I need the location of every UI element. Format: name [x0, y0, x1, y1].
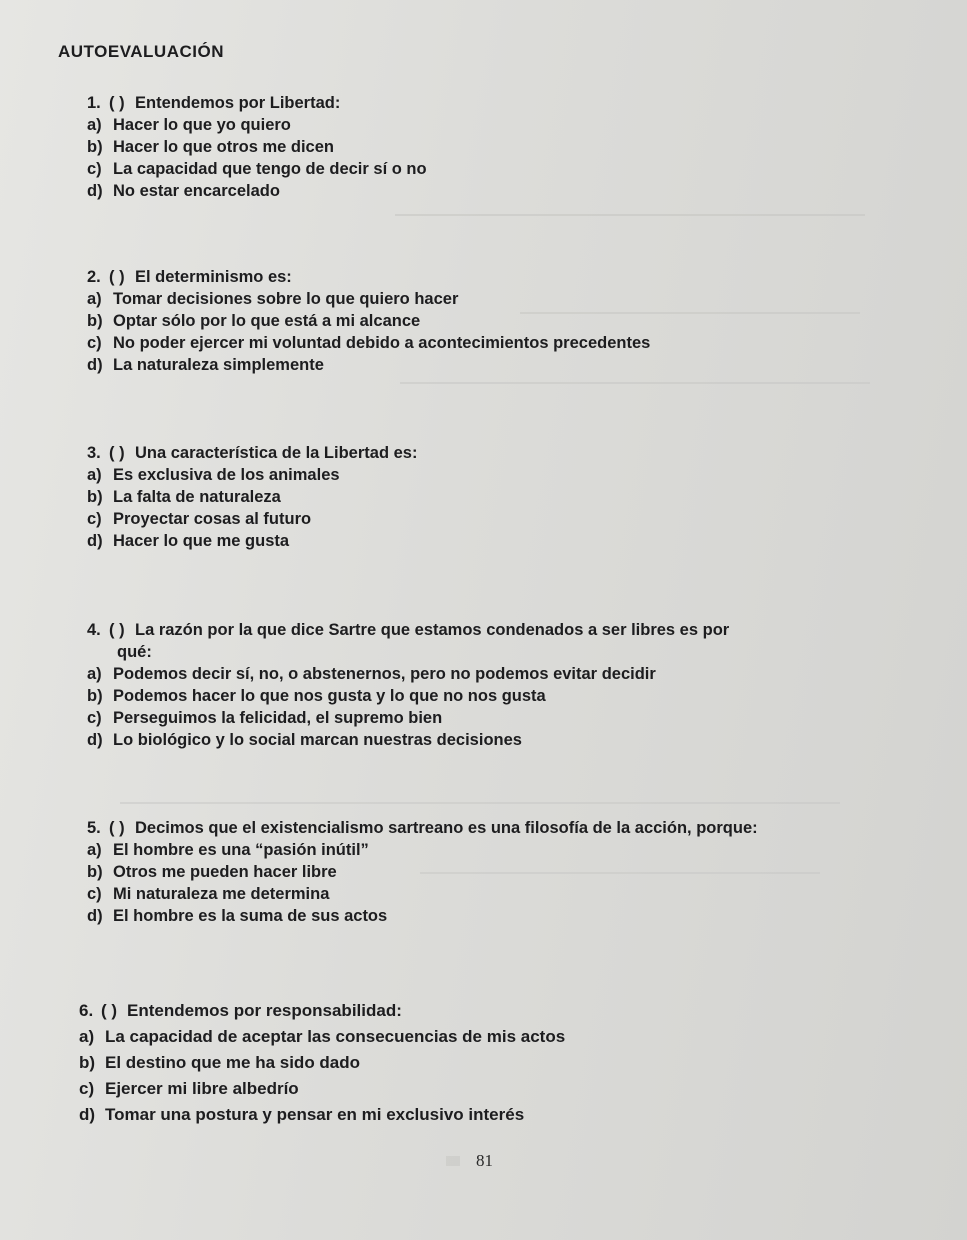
page-mark	[446, 1156, 460, 1166]
option-d: d) No estar encarcelado	[87, 182, 280, 200]
page-title: AUTOEVALUACIÓN	[58, 42, 224, 61]
option-b: b) Optar sólo por lo que está a mi alcance	[87, 312, 421, 330]
option-c: c) Mi naturaleza me determina	[87, 885, 330, 903]
bleed-through-texture	[120, 780, 840, 804]
option-d: d) La naturaleza simplemente	[87, 356, 324, 374]
question-number: 1.	[87, 94, 101, 112]
option-d: d) Hacer lo que me gusta	[87, 532, 290, 550]
option-a: a) Podemos decir sí, no, o abstenernos, pero no podemos evitar decidir	[87, 665, 656, 683]
answer-blank: ( )	[109, 444, 125, 462]
question-1	[87, 92, 427, 202]
question-number: 5.	[87, 819, 101, 837]
answer-blank: ( )	[101, 1001, 118, 1020]
option-c: c) Proyectar cosas al futuro	[87, 510, 312, 528]
option-d: d) Lo biológico y lo social marcan nuestras decisiones	[87, 731, 522, 749]
question-text: Entendemos por Libertad:	[135, 94, 341, 112]
question-number: 2.	[87, 268, 101, 286]
question-number: 4.	[87, 621, 101, 639]
bleed-through-texture	[395, 188, 865, 216]
question-text: Entendemos por responsabilidad:	[127, 1001, 402, 1020]
option-d: d) El hombre es la suma de sus actos	[87, 907, 388, 925]
option-c: c) Ejercer mi libre albedrío	[79, 1079, 299, 1098]
question-number: 3.	[87, 444, 101, 462]
question-stem	[79, 998, 565, 1024]
question-text-continued: qué:	[117, 643, 152, 661]
question-stem	[87, 619, 729, 641]
option-b: b) Podemos hacer lo que nos gusta y lo que no nos gusta	[87, 687, 546, 705]
question-6	[79, 998, 565, 1128]
question-stem	[87, 92, 427, 114]
option-a: a) Tomar decisiones sobre lo que quiero hacer	[87, 290, 459, 308]
question-text: Una característica de la Libertad es:	[135, 444, 418, 462]
option-b: b) La falta de naturaleza	[87, 488, 281, 506]
option-a: a) Es exclusiva de los animales	[87, 466, 340, 484]
answer-blank: ( )	[109, 94, 125, 112]
question-stem	[87, 817, 758, 839]
question-2	[87, 266, 650, 376]
option-c: c) La capacidad que tengo de decir sí o no	[87, 160, 427, 178]
question-4	[87, 619, 729, 751]
answer-blank: ( )	[109, 621, 125, 639]
question-stem	[87, 442, 417, 464]
question-text: La razón por la que dice Sartre que estamos condenados a ser libres es por	[135, 621, 730, 639]
page-number: 81	[476, 1151, 493, 1170]
answer-blank: ( )	[109, 268, 125, 286]
option-c: c) No poder ejercer mi voluntad debido a acontecimientos precedentes	[87, 334, 651, 352]
option-b: b) Otros me pueden hacer libre	[87, 863, 337, 881]
option-b: b) El destino que me ha sido dado	[79, 1053, 361, 1072]
option-b: b) Hacer lo que otros me dicen	[87, 138, 334, 156]
option-a: a) Hacer lo que yo quiero	[87, 116, 291, 134]
question-text: Decimos que el existencialismo sartreano es una filosofía de la acción, porque:	[135, 819, 758, 837]
option-c: c) Perseguimos la felicidad, el supremo bien	[87, 709, 443, 727]
question-3	[87, 442, 417, 552]
option-a: a) La capacidad de aceptar las consecuencias de mis actos	[79, 1027, 566, 1046]
question-stem	[87, 266, 650, 288]
option-d: d) Tomar una postura y pensar en mi exclusivo interés	[79, 1105, 525, 1124]
question-text: El determinismo es:	[135, 268, 292, 286]
question-5	[87, 817, 758, 927]
question-number: 6.	[79, 1001, 94, 1020]
answer-blank: ( )	[109, 819, 125, 837]
option-a: a) El hombre es una “pasión inútil”	[87, 841, 369, 859]
